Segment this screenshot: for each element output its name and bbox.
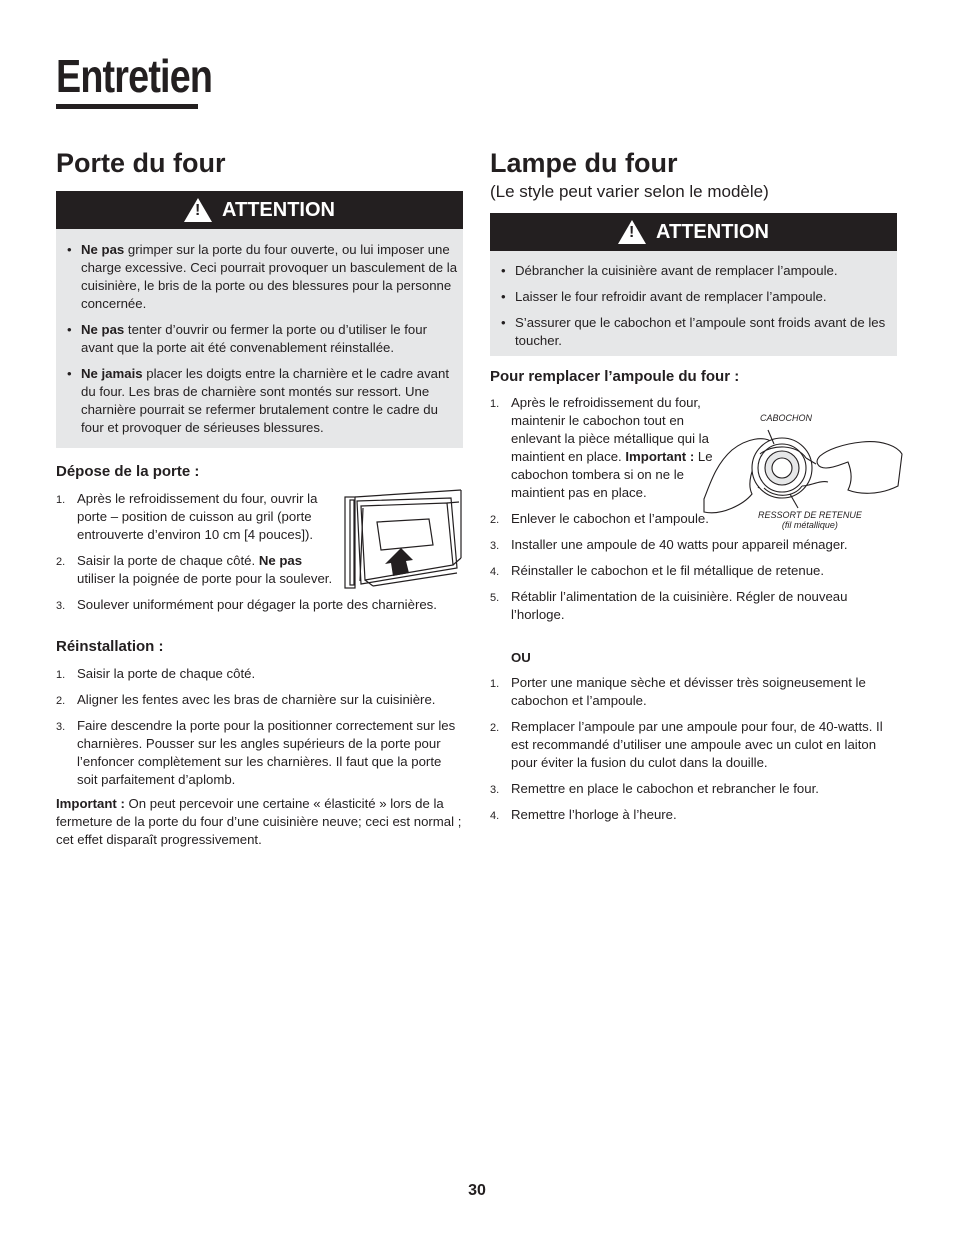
list-item: 3. Soulever uniformément pour dégager la porte des charnières. — [56, 597, 437, 612]
attention-label: ATTENTION — [656, 220, 769, 243]
removal-steps — [56, 490, 463, 622]
list-item: 5. Rétablir l’alimentation de la cuisinière. Régler de nouveau l’horloge. — [490, 589, 848, 622]
reinstall-steps — [56, 665, 463, 797]
list-item: 1. Saisir la porte de chaque côté. — [56, 666, 256, 681]
attention-item: • Ne jamais placer les doigts entre la charnière et le cadre avant du four. Les bras de charnière sont montés sur ressort. Une charnière pourrait se refermer brutalement contre le cadre du four et provoquer de sérieuses blessures. — [56, 365, 458, 437]
list-item: 4. Remettre l’horloge à l’heure. — [490, 807, 677, 822]
attention-box-right — [490, 251, 897, 356]
attention-box-left — [56, 229, 463, 448]
list-item: 2. Remplacer l’ampoule par une ampoule pour four, de 40-watts. Il est recommandé d’utiliser une ampoule avec un culot en laiton pour éviter la fusion du culot dans la douille. — [490, 719, 883, 770]
list-item: 2. Saisir la porte de chaque côté. Ne pas utiliser la poignée de porte pour la soulever. — [56, 553, 333, 586]
ressort-label-main: RESSORT DE RETENUE — [758, 510, 862, 520]
attention-item: • S’assurer que le cabochon et l’ampoule sont froids avant de les toucher. — [490, 314, 892, 350]
depose-heading: Dépose de la porte : — [56, 463, 200, 480]
style-note: (Le style peut varier selon le modèle) — [490, 182, 769, 201]
attention-item: • Ne pas tenter d’ouvrir ou fermer la porte ou d’utiliser le four avant que la porte ait été convenablement réinstallée. — [56, 321, 458, 357]
attention-item: • Ne pas grimper sur la porte du four ouverte, ou lui imposer une charge excessive. Ceci pourrait provoquer un basculement de la cuisinière, le bris de la porte ou des blessures pour la personne concernée. — [56, 241, 458, 313]
list-item: 1. Porter une manique sèche et dévisser très soigneusement le cabochon et l’ampoule. — [490, 675, 866, 708]
list-item: 2. Aligner les fentes avec les bras de charnière sur la cuisinière. — [56, 692, 436, 707]
attention-item: • Laisser le four refroidir avant de remplacer l’ampoule. — [490, 288, 892, 306]
list-item: 3. Faire descendre la porte pour la positionner correctement sur les charnières. Pousser sur les angles supérieurs de la porte pour l’enfoncer complètement sur les charnières. Il faut que la porte soit parfaitement d’aplomb. — [56, 718, 456, 787]
or-label: OU — [511, 650, 531, 665]
warning-triangle-icon: ! — [184, 198, 212, 222]
attention-banner-right — [490, 213, 897, 251]
list-item: 3. Remettre en place le cabochon et rebrancher le four. — [490, 781, 819, 796]
reinstallation-heading: Réinstallation : — [56, 638, 164, 655]
list-item: 1. Après le refroidissement du four, maintenir le cabochon tout en enlevant la pièce métallique qui la maintient en place. Important : Le cabochon tombera si on ne le maintient pas en place. — [490, 395, 713, 500]
list-item: 3. Installer une ampoule de 40 watts pour appareil ménager. — [490, 537, 848, 552]
replace-steps — [490, 394, 897, 632]
cabochon-label: CABOCHON — [760, 413, 813, 423]
warning-triangle-icon: ! — [618, 220, 646, 244]
alternative-steps — [490, 674, 897, 832]
important-note: Important : On peut percevoir une certaine « élasticité » lors de la fermeture de la porte du four d’une cuisinière neuve; ceci est normal ; cet effet disparaît progressivement. — [56, 796, 462, 847]
title-rule — [56, 104, 198, 109]
attention-item: • Débrancher la cuisinière avant de remplacer l’ampoule. — [490, 262, 892, 280]
attention-banner-left — [56, 191, 463, 229]
page-title: Entretien — [56, 50, 213, 102]
page-number: 30 — [468, 1182, 486, 1199]
list-item: 1. Après le refroidissement du four, ouvrir la porte – position de cuisson au gril (porte entrouverte d’environ 10 cm [4 pouces]). — [56, 491, 318, 542]
replace-heading: Pour remplacer l’ampoule du four : — [490, 368, 740, 385]
attention-label: ATTENTION — [222, 198, 335, 221]
porte-du-four-heading: Porte du four — [56, 148, 226, 178]
list-item: 2. Enlever le cabochon et l’ampoule. — [490, 511, 709, 526]
lampe-du-four-heading: Lampe du four — [490, 148, 678, 178]
ressort-label-sub: (fil métallique) — [781, 520, 838, 530]
list-item: 4. Réinstaller le cabochon et le fil métallique de retenue. — [490, 563, 825, 578]
